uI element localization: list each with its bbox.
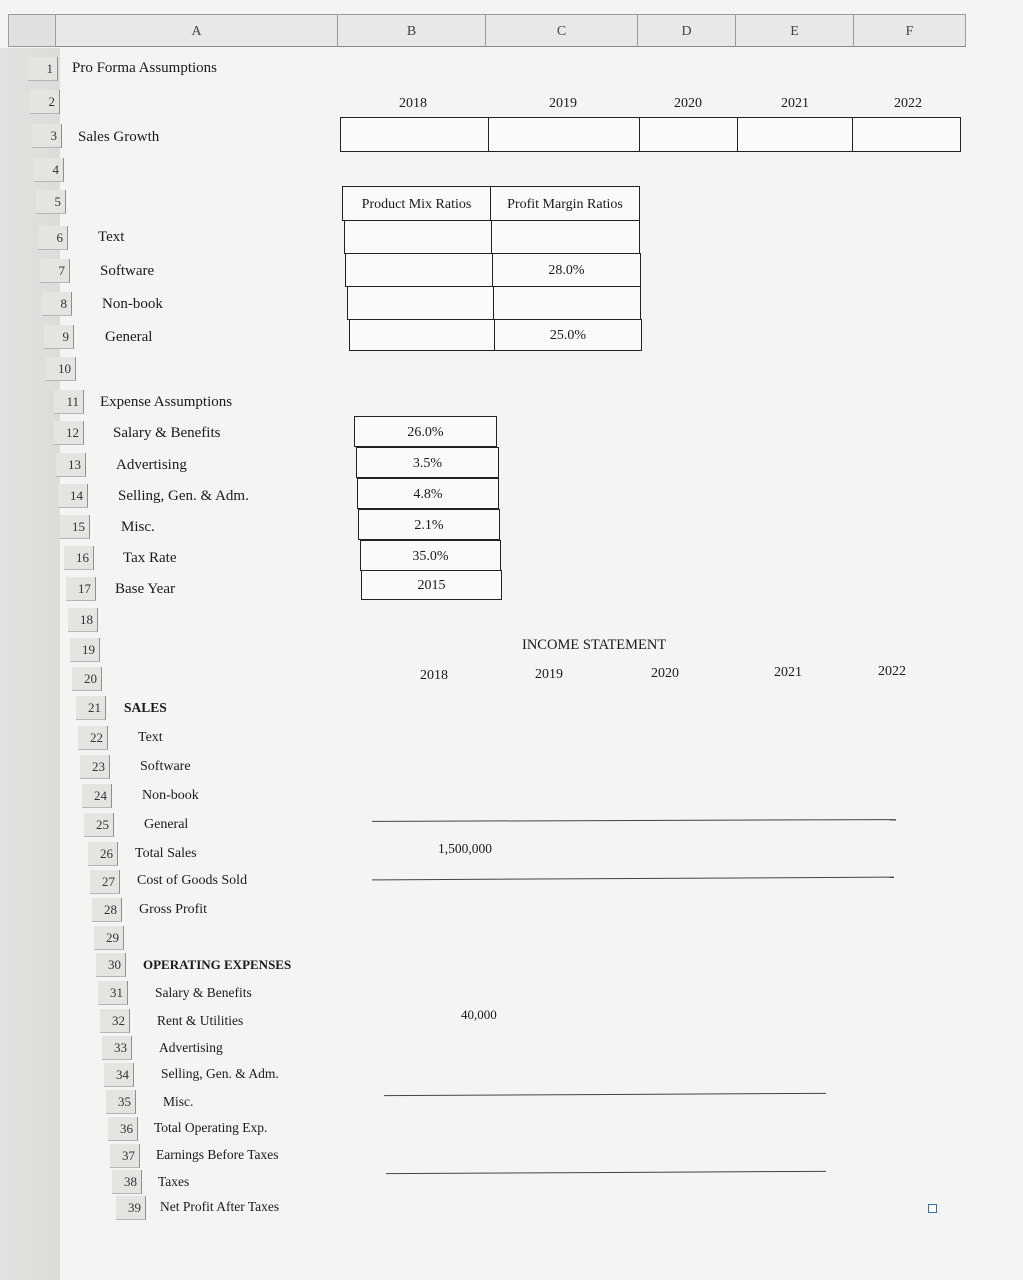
assumption-year-2021: 2021 xyxy=(781,96,809,111)
product-label-general: General xyxy=(105,329,153,345)
mix-cell-general[interactable] xyxy=(349,319,495,351)
income-year-2022: 2022 xyxy=(878,664,906,679)
profit-margin-header: Profit Margin Ratios xyxy=(490,186,640,221)
margin-cell-general[interactable]: 25.0% xyxy=(494,319,642,351)
product-label-software: Software xyxy=(100,263,155,279)
total-opex-label: Total Operating Exp. xyxy=(154,1120,268,1135)
row-header-39[interactable]: 39 xyxy=(116,1196,146,1220)
row-header-27[interactable]: 27 xyxy=(90,870,120,894)
opex-item-misc: Misc. xyxy=(163,1094,194,1109)
row-header-36[interactable]: 36 xyxy=(108,1117,138,1141)
row-header-35[interactable]: 35 xyxy=(106,1090,136,1114)
expense-assumptions-title: Expense Assumptions xyxy=(100,394,233,410)
row-header-22[interactable]: 22 xyxy=(78,726,108,750)
column-header-a[interactable]: A xyxy=(56,14,338,47)
gross-profit-label: Gross Profit xyxy=(139,902,208,917)
ebt-rule xyxy=(386,1171,826,1174)
sales-item-software: Software xyxy=(140,759,191,774)
sales-growth-2018-cell[interactable] xyxy=(340,117,489,152)
row-header-25[interactable]: 25 xyxy=(84,813,114,837)
expense-label-tax-rate: Tax Rate xyxy=(123,550,177,566)
row-header-13[interactable]: 13 xyxy=(56,453,86,477)
expense-cell-tax-rate[interactable]: 35.0% xyxy=(360,540,501,571)
ebt-label: Earnings Before Taxes xyxy=(156,1147,279,1162)
product-label-non-book: Non-book xyxy=(102,296,163,312)
row-header-23[interactable]: 23 xyxy=(80,755,110,779)
row-header-38[interactable]: 38 xyxy=(112,1170,142,1194)
row-header-4[interactable]: 4 xyxy=(34,158,64,182)
expense-cell-advertising[interactable]: 3.5% xyxy=(356,447,499,478)
row-header-28[interactable]: 28 xyxy=(92,898,122,922)
sales-growth-2022-cell[interactable] xyxy=(852,117,961,152)
row-header-31[interactable]: 31 xyxy=(98,981,128,1005)
row-header-20[interactable]: 20 xyxy=(72,667,102,691)
expense-cell-base-year[interactable]: 2015 xyxy=(361,570,502,600)
row-header-33[interactable]: 33 xyxy=(102,1036,132,1060)
total-sales-2018-value[interactable]: 1,500,000 xyxy=(438,841,492,856)
row-header-18[interactable]: 18 xyxy=(68,608,98,632)
margin-cell-software[interactable]: 28.0% xyxy=(492,253,641,287)
row-header-32[interactable]: 32 xyxy=(100,1009,130,1033)
row-header-19[interactable]: 19 xyxy=(70,638,100,662)
assumption-year-2020: 2020 xyxy=(674,96,702,111)
opex-item-rent: Rent & Utilities xyxy=(157,1013,244,1028)
row-header-7[interactable]: 7 xyxy=(40,259,70,283)
mix-cell-software[interactable] xyxy=(345,253,493,287)
sales-growth-label: Sales Growth xyxy=(78,129,160,145)
margin-cell-non-book[interactable] xyxy=(493,286,641,320)
row-header-37[interactable]: 37 xyxy=(110,1144,140,1168)
expense-label-base-year: Base Year xyxy=(115,581,175,597)
opex-item-salary: Salary & Benefits xyxy=(155,985,252,1000)
column-header-e[interactable]: E xyxy=(736,14,854,47)
total-sales-label: Total Sales xyxy=(135,846,197,861)
income-year-2018: 2018 xyxy=(420,668,448,683)
opex-section-title: OPERATING EXPENSES xyxy=(143,957,292,972)
row-header-30[interactable]: 30 xyxy=(96,953,126,977)
expense-label-salary: Salary & Benefits xyxy=(113,425,221,441)
expense-cell-salary[interactable]: 26.0% xyxy=(354,416,497,447)
row-header-6[interactable]: 6 xyxy=(38,226,68,250)
sales-item-text: Text xyxy=(138,730,163,745)
sales-growth-2021-cell[interactable] xyxy=(737,117,853,152)
sales-item-general: General xyxy=(144,817,189,832)
page-title: Pro Forma Assumptions xyxy=(72,60,218,76)
opex-subtotal-rule xyxy=(384,1093,826,1096)
net-profit-label: Net Profit After Taxes xyxy=(160,1199,280,1214)
expense-label-sga: Selling, Gen. & Adm. xyxy=(118,488,249,504)
expense-cell-misc[interactable]: 2.1% xyxy=(358,509,500,540)
opex-item-sga: Selling, Gen. & Adm. xyxy=(161,1066,279,1081)
row-header-15[interactable]: 15 xyxy=(60,515,90,539)
product-label-text: Text xyxy=(98,229,125,245)
row-header-17[interactable]: 17 xyxy=(66,577,96,601)
assumption-year-2018: 2018 xyxy=(399,96,427,111)
expense-cell-sga[interactable]: 4.8% xyxy=(357,478,499,509)
row-header-21[interactable]: 21 xyxy=(76,696,106,720)
taxes-label: Taxes xyxy=(158,1174,190,1189)
margin-cell-text[interactable] xyxy=(491,220,640,254)
row-header-9[interactable]: 9 xyxy=(44,325,74,349)
column-header-b[interactable]: B xyxy=(338,14,486,47)
row-header-12[interactable]: 12 xyxy=(54,421,84,445)
row-header-5[interactable]: 5 xyxy=(36,190,66,214)
column-header-f[interactable]: F xyxy=(854,14,966,47)
product-mix-header: Product Mix Ratios xyxy=(342,186,491,221)
sales-item-non-book: Non-book xyxy=(142,788,199,803)
income-year-2020: 2020 xyxy=(651,666,679,681)
row-header-14[interactable]: 14 xyxy=(58,484,88,508)
cogs-label: Cost of Goods Sold xyxy=(137,873,248,888)
expense-label-misc: Misc. xyxy=(121,519,155,535)
row-header-1[interactable]: 1 xyxy=(28,57,58,81)
sales-growth-2019-cell[interactable] xyxy=(488,117,640,152)
rent-2018-value[interactable]: 40,000 xyxy=(461,1007,497,1022)
mix-cell-non-book[interactable] xyxy=(347,286,494,320)
row-header-26[interactable]: 26 xyxy=(88,842,118,866)
sales-subtotal-rule xyxy=(372,819,896,822)
cogs-rule xyxy=(372,877,894,881)
expense-label-advertising: Advertising xyxy=(116,457,187,473)
sales-growth-2020-cell[interactable] xyxy=(639,117,738,152)
row-header-3[interactable]: 3 xyxy=(32,124,62,148)
row-header-2[interactable]: 2 xyxy=(30,90,60,114)
opex-item-advertising: Advertising xyxy=(159,1040,223,1055)
column-header-c[interactable]: C xyxy=(486,14,638,47)
income-statement-title: INCOME STATEMENT xyxy=(522,637,667,653)
income-year-2019: 2019 xyxy=(535,667,563,682)
row-header-24[interactable]: 24 xyxy=(82,784,112,808)
row-header-34[interactable]: 34 xyxy=(104,1063,134,1087)
row-header-8[interactable]: 8 xyxy=(42,292,72,316)
mix-cell-text[interactable] xyxy=(344,220,492,254)
income-year-2021: 2021 xyxy=(774,665,802,680)
row-header-10[interactable]: 10 xyxy=(46,357,76,381)
sales-section-title: SALES xyxy=(124,700,167,715)
selection-resize-handle[interactable] xyxy=(928,1204,937,1213)
column-header-d[interactable]: D xyxy=(638,14,736,47)
row-header-11[interactable]: 11 xyxy=(54,390,84,414)
assumption-year-2019: 2019 xyxy=(549,96,577,111)
select-all-corner[interactable] xyxy=(8,14,56,47)
row-header-16[interactable]: 16 xyxy=(64,546,94,570)
assumption-year-2022: 2022 xyxy=(894,96,922,111)
row-header-29[interactable]: 29 xyxy=(94,926,124,950)
